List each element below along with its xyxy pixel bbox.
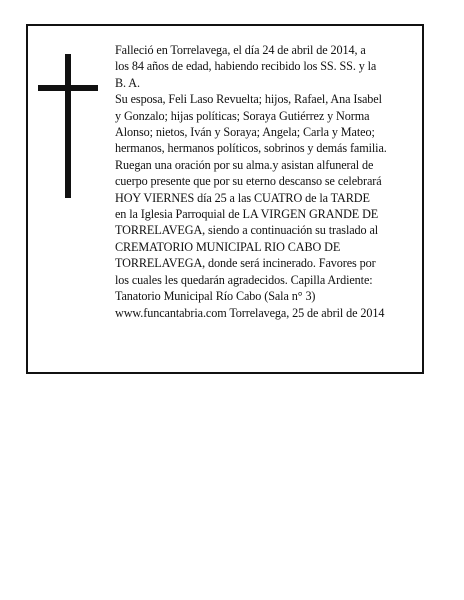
obituary-line: Alonso; nietos, Iván y Soraya; Angela; Carla y Mateo; <box>115 125 375 140</box>
obituary-line: CREMATORIO MUNICIPAL RIO CABO DE <box>115 239 341 254</box>
obituary-line: Ruegan una oración por su alma.y asistan alfuneral de <box>115 157 374 172</box>
obituary-line: www.funcantabria.com Torrelavega, 25 de abril de 2014 <box>115 305 385 320</box>
obituary-line: hermanos, hermanos políticos, sobrinos y demás familia. <box>115 141 387 156</box>
obituary-line: B. A. <box>115 75 140 90</box>
obituary-text <box>115 42 427 321</box>
cross-icon <box>38 54 98 198</box>
obituary-line: y Gonzalo; hijas políticas; Soraya Gutiérrez y Norma <box>115 108 370 123</box>
obituary-line: Tanatorio Municipal Río Cabo (Sala n° 3) <box>115 289 316 304</box>
obituary-line: Su esposa, Feli Laso Revuelta; hijos, Rafael, Ana Isabel <box>115 92 382 107</box>
obituary-line: TORRELAVEGA, siendo a continuación su traslado al <box>115 223 379 238</box>
obituary-line: cuerpo presente que por su eterno descanso se celebrará <box>115 174 382 189</box>
obituary-notice-frame <box>26 24 424 374</box>
obituary-line: HOY VIERNES día 25 a las CUATRO de la TARDE <box>115 190 370 205</box>
obituary-line: los 84 años de edad, habiendo recibido los SS. SS. y la <box>115 59 377 74</box>
obituary-line: TORRELAVEGA, donde será incinerado. Favores por <box>115 256 376 271</box>
obituary-line: los cuales les quedarán agradecidos. Capilla Ardiente: <box>115 272 373 287</box>
obituary-line: Falleció en Torrelavega, el día 24 de abril de 2014, a <box>115 43 366 57</box>
obituary-line: en la Iglesia Parroquial de LA VIRGEN GRANDE DE <box>115 207 379 222</box>
cross-horizontal-bar <box>38 85 98 91</box>
cross-vertical-bar <box>65 54 71 198</box>
